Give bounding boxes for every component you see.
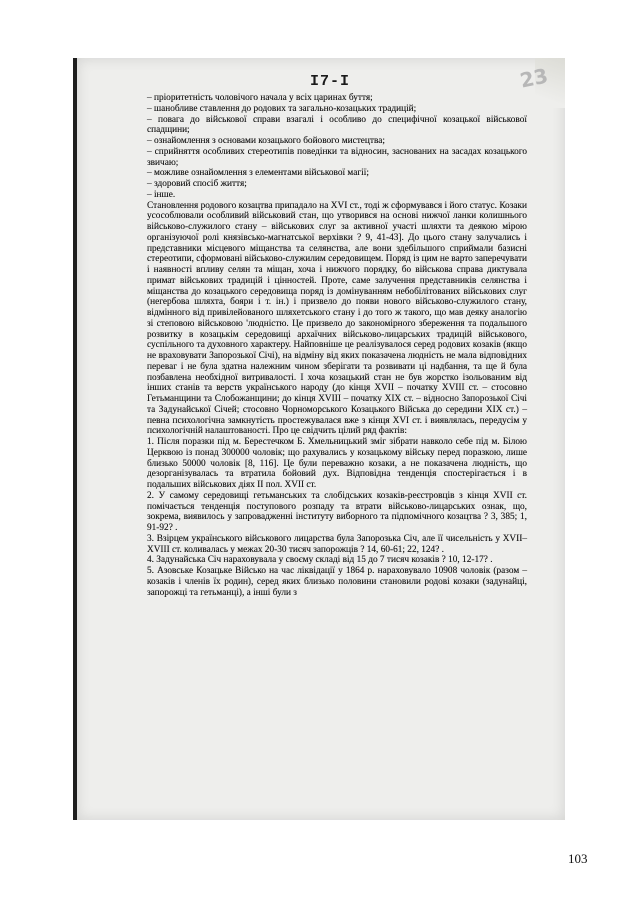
fact-5: 5. Азовське Козацьке Військо на час ліквідації у 1864 р. нараховувало 10908 чоловік (разом – козаків і членів їх родин), серед яких близько половини становили родові козаки (задунайці, запорожці та гетьманці), а інші були з xyxy=(147,566,527,598)
archive-sheet-number: I7-I xyxy=(310,73,351,90)
list-item-military-magic: – можливе ознайомлення з елементами військової магії; xyxy=(147,168,369,179)
list-item-healthy-life: – здоровий спосіб життя; xyxy=(147,179,247,189)
fact-3: 3. Взірцем українського військового лицарства була Запорозька Січ, але її чисельність у XVIІ–XVIІІ ст. коливалась у межах 20-30 тисяч запорожців ? 14, 60-61; 22, 124? . xyxy=(147,533,527,555)
page-number: 103 xyxy=(568,851,588,866)
list-item-combat-art: – ознайомлення з основами козацького бойового мистецтва; xyxy=(147,136,385,146)
fact-4: 4. Задунайська Січ нараховувала у своєму складі від 15 до 7 тисяч козаків ? 10, 12-17? . xyxy=(147,555,493,566)
list-item-other: – інше. xyxy=(147,189,176,200)
main-paragraph: Становлення родового козацтва припадало на XVI ст., тоді ж сформувався і його статус. Козаки усособлювали особливий військовий стан, що утворився на основі нижчої ланки колишнього військово-служилого стану – військових слуг за активної участі шляхти та деякою мірою організуючої ролі князівсько-магнатської верхівки ? 9, 41-43]. До цього стану залучались і представники місцевого міщанства та селянства, але вони здебільшого сприймали базисні стереотипи, сформовані військово-служилим середовищем. Поряд із цим не варто заперечувати і наявності впливу селян та міщан, хоча і нижчого порядку, бо військова справа диктувала примат військових традицій і цінностей. Проте, саме залучення представників селянства і міщанства до козацького середовища поряд із домінуванням небобілітованих військових слуг (негербова шляхта, бояри і т. ін.) і призвело до появи нового військово-служилого стану, відмінного від привілейованого шляхетського стану і до того ж такого, що мав деяку аналогію зі степовою військовою 'людністю. Це призвело до закономірного збереження та подальшого розвитку в козацькім середовищі архаїчних військово-лицарських традицій військового, суспільного та духовного характеру. Найповніше це реалізувалося серед родових козаків (якщо не враховувати Запорозької Січі), на відміну від яких показачена людність не мала відповідних переваг і не була здатна належним чином зберігати та розвивати ці надбання, та ще й була позбавлена необхідної витривалості. І хоча козацький стан не був жорстко ізольованим від інших станів та верств українського народу (до кінця XVIІ – початку XVIІІ ст. – стосовно Гетьманщини та Слобожанщини; до кінця XVIІІ – початку XIX ст. – відносно Запорозької Січі та Задунайської Січей; стосовно Чорноморського Козацького Війська до середини XIX ст.) – певна психологічна замкнутість простежувалася вже з кінця XVI ст. і виявлялась, передусім у психологічній налаштованості. Про це свідчить цілий ряд фактів: xyxy=(147,200,527,437)
fact-1: 1. Після поразки під м. Берестечком Б. Хмельницький зміг зібрати навколо себе під м. Білою Церквою із понад 300000 чоловік; що рахувались у козацькому війську перед поразкою, лише близько 50000 чоловік [8, 116]. Це були переважно козаки, а не показачена людність, що дезорганізувалась та втратила бойовий дух. Відповідна тенденція спостерігається і в подальших військових діях II пол. XVIІ ст. xyxy=(147,437,527,490)
list-item-military-heritage: – повага до військової справи взагалі і особливо до специфічної козацької військової спадщини; xyxy=(147,114,527,136)
list-item-stereotypes: – сприйняття особливих стереотипів поведінки та відносин, заснованих на засадах козацького звичаю; xyxy=(147,146,527,168)
document-body xyxy=(147,93,527,598)
handwritten-corner-number: 23 xyxy=(517,63,551,93)
list-item-traditions: – шанобливе ставлення до родових та загально-козацьких традицій; xyxy=(147,103,417,114)
fact-2: 2. У самому середовищі гетьманських та слобідських козаків-реєстровців з кінця XVIІ ст. помічається тенденція поступового розпаду та втрати військово-лицарських ознак, що, зокрема, виявилось у запровадженні інституту виборного та підпомічного козацтва ? 3, 385; 1, 91-92? . xyxy=(147,490,527,533)
list-item-male-priority: – пріоритетність чоловічого начала у всіх царинах буття; xyxy=(147,93,373,103)
